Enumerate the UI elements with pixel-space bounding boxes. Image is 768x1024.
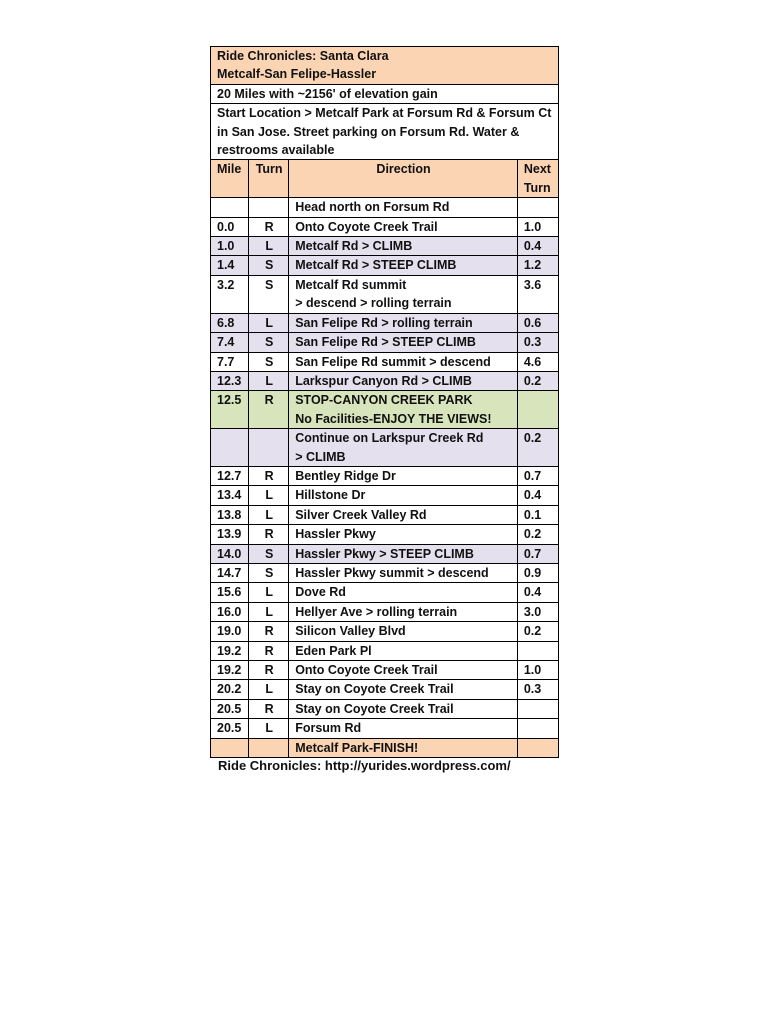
turn-cell: L: [249, 486, 289, 505]
cue-row: [211, 699, 559, 718]
next-turn-cell: [517, 198, 558, 217]
mile-cell: 13.4: [211, 486, 249, 505]
turn-cell: L: [249, 602, 289, 621]
ride-title: Ride Chronicles: Santa Clara: [217, 49, 389, 63]
next-turn-cell: [517, 391, 558, 429]
cue-row: [211, 641, 559, 660]
mile-cell: [211, 429, 249, 467]
mile-cell: 13.9: [211, 525, 249, 544]
column-header-row: [211, 160, 559, 198]
direction-cell: Metcalf Rd > CLIMB: [289, 237, 518, 256]
turn-cell: R: [249, 622, 289, 641]
cue-row: [211, 602, 559, 621]
cue-row: [211, 371, 559, 390]
distance-text: 20 Miles with ~2156' of elevation gain: [211, 84, 559, 103]
cue-row: [211, 661, 559, 680]
cue-row: [211, 486, 559, 505]
turn-cell: R: [249, 699, 289, 718]
direction-cell: Bentley Ridge Dr: [289, 466, 518, 485]
title-row: [211, 47, 559, 85]
header-turn: Turn: [249, 160, 289, 198]
route-name: Metcalf-San Felipe-Hassler: [217, 67, 377, 82]
finish-row: [211, 738, 559, 757]
mile-cell: 19.0: [211, 622, 249, 641]
mile-cell: 20.5: [211, 719, 249, 738]
next-turn-cell: 0.2: [517, 429, 558, 467]
next-turn-cell: 0.6: [517, 313, 558, 332]
cue-sheet: [210, 46, 559, 758]
direction-cell: San Felipe Rd > rolling terrain: [289, 313, 518, 332]
mile-cell: 3.2: [211, 275, 249, 313]
direction-cell: San Felipe Rd summit > descend: [289, 352, 518, 371]
direction-cell: Continue on Larkspur Creek Rd > CLIMB: [289, 429, 518, 467]
turn-cell: L: [249, 583, 289, 602]
mile-cell: 6.8: [211, 313, 249, 332]
direction-cell: Onto Coyote Creek Trail: [289, 661, 518, 680]
direction-cell: Larkspur Canyon Rd > CLIMB: [289, 371, 518, 390]
direction-cell: Metcalf Rd > STEEP CLIMB: [289, 256, 518, 275]
next-turn-cell: 3.0: [517, 602, 558, 621]
mile-cell: 12.5: [211, 391, 249, 429]
turn-cell: L: [249, 371, 289, 390]
direction-cell: Stay on Coyote Creek Trail: [289, 699, 518, 718]
cue-row: [211, 544, 559, 563]
mile-cell: 19.2: [211, 641, 249, 660]
direction-cell: Eden Park Pl: [289, 641, 518, 660]
cue-row: [211, 429, 559, 467]
next-turn-cell: 0.4: [517, 237, 558, 256]
next-turn-cell: 1.0: [517, 661, 558, 680]
next-turn-cell: 0.1: [517, 505, 558, 524]
start-location-text: Start Location > Metcalf Park at Forsum Rd & Forsum Ct in San Jose. Street parking on Forsum Rd. Water & restrooms available: [211, 104, 559, 160]
turn-cell: [249, 429, 289, 467]
mile-cell: 13.8: [211, 505, 249, 524]
distance-row: [211, 84, 559, 103]
turn-cell: R: [249, 391, 289, 429]
next-turn-cell: 0.9: [517, 563, 558, 582]
next-turn-cell: 0.2: [517, 622, 558, 641]
mile-cell: 7.4: [211, 333, 249, 352]
turn-cell: R: [249, 661, 289, 680]
mile-cell: 12.3: [211, 371, 249, 390]
cue-row: [211, 352, 559, 371]
turn-cell: S: [249, 333, 289, 352]
cue-row: [211, 466, 559, 485]
direction-cell: Hassler Pkwy: [289, 525, 518, 544]
cue-row: [211, 583, 559, 602]
turn-cell: [249, 738, 289, 757]
cue-row: [211, 275, 559, 313]
mile-cell: 20.5: [211, 699, 249, 718]
mile-cell: 20.2: [211, 680, 249, 699]
direction-cell: Metcalf Park-FINISH!: [289, 738, 518, 757]
direction-cell: Hellyer Ave > rolling terrain: [289, 602, 518, 621]
mile-cell: 14.7: [211, 563, 249, 582]
header-direction: Direction: [289, 160, 518, 198]
next-turn-cell: 1.2: [517, 256, 558, 275]
direction-cell: STOP-CANYON CREEK PARK No Facilities-ENJOY THE VIEWS!: [289, 391, 518, 429]
mile-cell: 1.0: [211, 237, 249, 256]
cue-row: [211, 217, 559, 236]
next-turn-cell: [517, 641, 558, 660]
next-turn-cell: 0.2: [517, 525, 558, 544]
mile-cell: 0.0: [211, 217, 249, 236]
cue-row: [211, 680, 559, 699]
mile-cell: 14.0: [211, 544, 249, 563]
turn-cell: S: [249, 275, 289, 313]
direction-cell: Head north on Forsum Rd: [289, 198, 518, 217]
turn-cell: R: [249, 466, 289, 485]
mile-cell: [211, 198, 249, 217]
next-turn-cell: 0.7: [517, 544, 558, 563]
next-turn-cell: [517, 699, 558, 718]
ride-title-cell: [211, 47, 559, 85]
turn-cell: R: [249, 641, 289, 660]
mile-cell: 12.7: [211, 466, 249, 485]
direction-cell: San Felipe Rd > STEEP CLIMB: [289, 333, 518, 352]
mile-cell: 1.4: [211, 256, 249, 275]
turn-cell: R: [249, 217, 289, 236]
next-turn-cell: 1.0: [517, 217, 558, 236]
stop-row: [211, 391, 559, 429]
direction-cell: Hassler Pkwy > STEEP CLIMB: [289, 544, 518, 563]
direction-cell: Metcalf Rd summit > descend > rolling terrain: [289, 275, 518, 313]
mile-cell: 15.6: [211, 583, 249, 602]
direction-cell: Forsum Rd: [289, 719, 518, 738]
header-mile: Mile: [211, 160, 249, 198]
turn-cell: L: [249, 680, 289, 699]
turn-cell: L: [249, 505, 289, 524]
next-turn-cell: 0.4: [517, 486, 558, 505]
footer-credit: Ride Chronicles: http://yurides.wordpress.com/: [218, 758, 511, 773]
next-turn-cell: 0.2: [517, 371, 558, 390]
cue-row: [211, 333, 559, 352]
next-turn-cell: 0.7: [517, 466, 558, 485]
next-turn-cell: [517, 738, 558, 757]
cue-row: [211, 719, 559, 738]
turn-cell: L: [249, 313, 289, 332]
mile-cell: 19.2: [211, 661, 249, 680]
cue-row: [211, 622, 559, 641]
direction-cell: Silicon Valley Blvd: [289, 622, 518, 641]
mile-cell: 7.7: [211, 352, 249, 371]
direction-cell: Dove Rd: [289, 583, 518, 602]
direction-cell: Silver Creek Valley Rd: [289, 505, 518, 524]
cue-row: [211, 563, 559, 582]
cue-row: [211, 237, 559, 256]
turn-cell: [249, 198, 289, 217]
direction-cell: Hassler Pkwy summit > descend: [289, 563, 518, 582]
turn-cell: S: [249, 352, 289, 371]
direction-cell: Stay on Coyote Creek Trail: [289, 680, 518, 699]
next-turn-cell: 3.6: [517, 275, 558, 313]
next-turn-cell: [517, 719, 558, 738]
next-turn-cell: 4.6: [517, 352, 558, 371]
next-turn-cell: 0.4: [517, 583, 558, 602]
next-turn-cell: 0.3: [517, 333, 558, 352]
direction-cell: Hillstone Dr: [289, 486, 518, 505]
cue-row: [211, 198, 559, 217]
turn-cell: R: [249, 525, 289, 544]
mile-cell: [211, 738, 249, 757]
start-location-row: [211, 104, 559, 160]
turn-cell: L: [249, 237, 289, 256]
next-turn-cell: 0.3: [517, 680, 558, 699]
cue-row: [211, 256, 559, 275]
turn-cell: S: [249, 563, 289, 582]
cue-row: [211, 313, 559, 332]
cue-row: [211, 505, 559, 524]
header-next-turn: Next Turn: [517, 160, 558, 198]
cue-table: [210, 46, 559, 758]
mile-cell: 16.0: [211, 602, 249, 621]
turn-cell: S: [249, 256, 289, 275]
cue-row: [211, 525, 559, 544]
direction-cell: Onto Coyote Creek Trail: [289, 217, 518, 236]
turn-cell: L: [249, 719, 289, 738]
turn-cell: S: [249, 544, 289, 563]
